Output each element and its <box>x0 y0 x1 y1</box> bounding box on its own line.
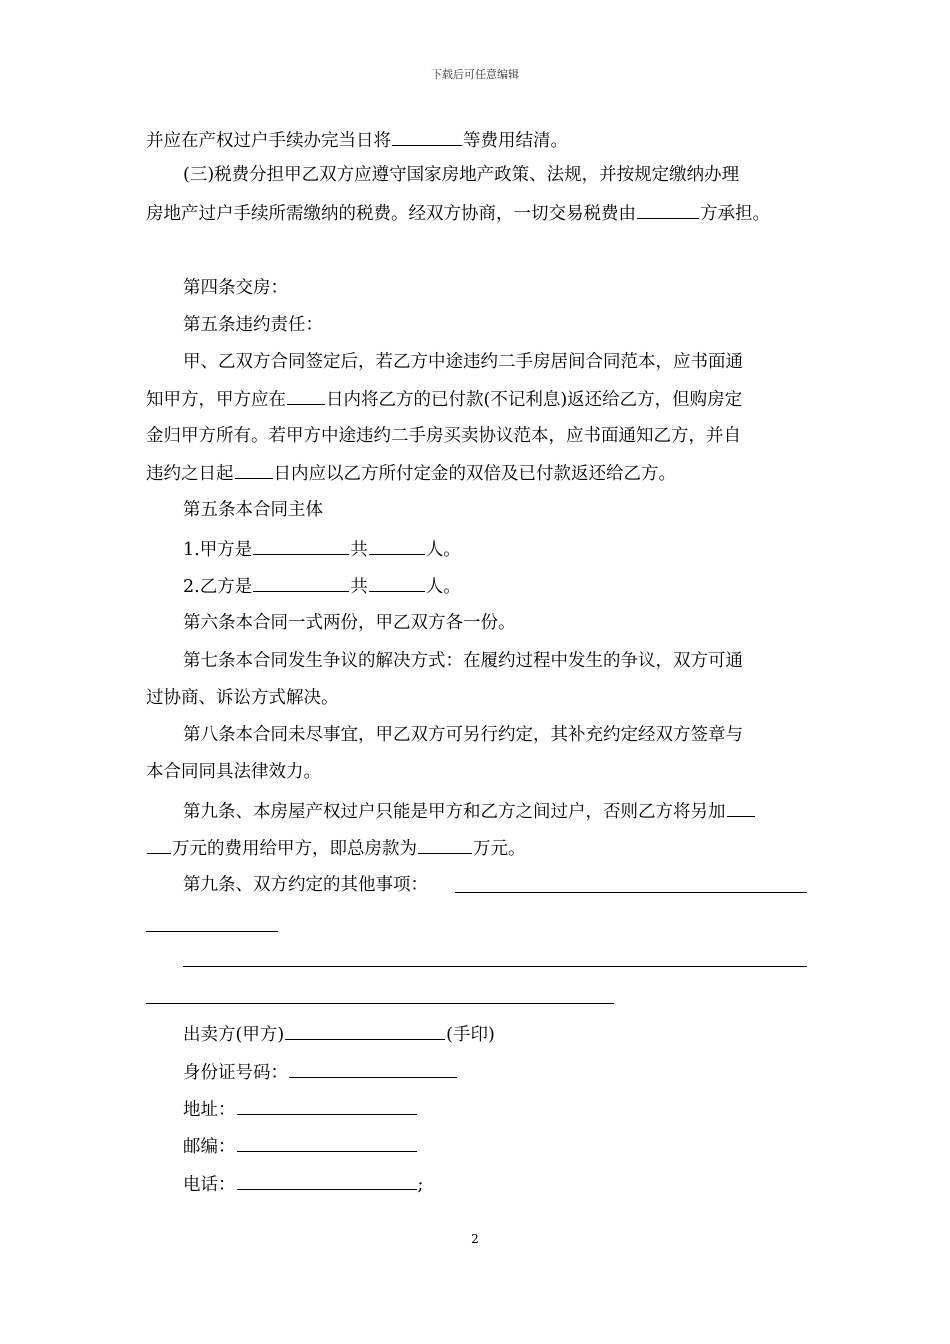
blank-field <box>253 537 349 555</box>
blank-field <box>369 574 425 592</box>
blank-field <box>418 836 472 854</box>
paragraph-line: 违约之日起 日内应以乙方所付定金的双倍及已付款返还给乙方。 <box>146 461 676 485</box>
signature-line: 电话： ; <box>183 1172 423 1196</box>
paragraph-line: (三)税费分担甲乙双方应遵守国家房地产政策、法规，并按规定缴纳办理 <box>183 165 740 185</box>
paragraph-line: 第六条本合同一式两份，甲乙双方各一份。 <box>183 613 516 633</box>
blank-rule <box>455 892 807 893</box>
paragraph-line: 甲、乙双方合同签定后，若乙方中途违约二手房居间合同范本，应书面通 <box>183 352 743 372</box>
section-heading: 第五条违约责任： <box>183 315 323 335</box>
paragraph-line: 2.乙方是 共 人。 <box>183 574 461 598</box>
page-header: 下载后可任意编辑 <box>431 68 519 81</box>
blank-field <box>727 799 755 817</box>
signature-line: 邮编： <box>183 1134 418 1158</box>
blank-field <box>285 1022 445 1040</box>
paragraph-line: 金归甲方所有。若甲方中途违约二手房买卖协议范本，应书面通知乙方，并自 <box>146 426 741 446</box>
paragraph-line: 第七条本合同发生争议的解决方式：在履约过程中发生的争议，双方可通 <box>183 651 743 671</box>
signature-line: 地址： <box>183 1097 418 1121</box>
paragraph-line: 并应在产权过户手续办完当日将 等费用结清。 <box>146 128 568 152</box>
blank-field <box>369 537 425 555</box>
signature-line: 身份证号码： <box>183 1060 458 1084</box>
blank-field <box>237 1172 417 1190</box>
paragraph-line: 知甲方，甲方应在 日内将乙方的已付款(不记利息)返还给乙方，但购房定 <box>146 387 742 411</box>
signature-line: 出卖方(甲方) (手印) <box>183 1022 495 1046</box>
blank-field <box>289 1060 457 1078</box>
section-heading: 第四条交房： <box>183 278 288 298</box>
blank-rule <box>146 1003 614 1004</box>
paragraph-line: 第八条本合同未尽事宜，甲乙双方可另行约定，其补充约定经双方签章与 <box>183 725 743 745</box>
blank-field <box>237 1097 417 1115</box>
blank-field <box>237 1134 417 1152</box>
blank-field <box>287 387 325 405</box>
blank-rule <box>183 966 807 967</box>
paragraph-line: 万元的费用给甲方，即总房款为 万元。 <box>146 836 526 860</box>
blank-field <box>392 128 462 146</box>
blank-field <box>253 574 349 592</box>
paragraph-line: 1.甲方是 共 人。 <box>183 537 461 561</box>
paragraph-line: 第九条、本房屋产权过户只能是甲方和乙方之间过户，否则乙方将另加 <box>183 799 756 823</box>
paragraph-line: 房地产过户手续所需缴纳的税费。经双方协商，一切交易税费由 方承担。 <box>146 201 770 225</box>
blank-field <box>147 836 171 854</box>
paragraph-line: 本合同同具法律效力。 <box>146 762 321 782</box>
paragraph-line: 过协商、诉讼方式解决。 <box>146 688 339 708</box>
page-number: 2 <box>471 1232 479 1246</box>
section-heading: 第五条本合同主体 <box>183 500 323 520</box>
blank-field <box>235 461 273 479</box>
paragraph-line: 第九条、双方约定的其他事项： <box>183 875 428 895</box>
blank-field <box>637 201 699 219</box>
blank-rule <box>146 931 278 932</box>
